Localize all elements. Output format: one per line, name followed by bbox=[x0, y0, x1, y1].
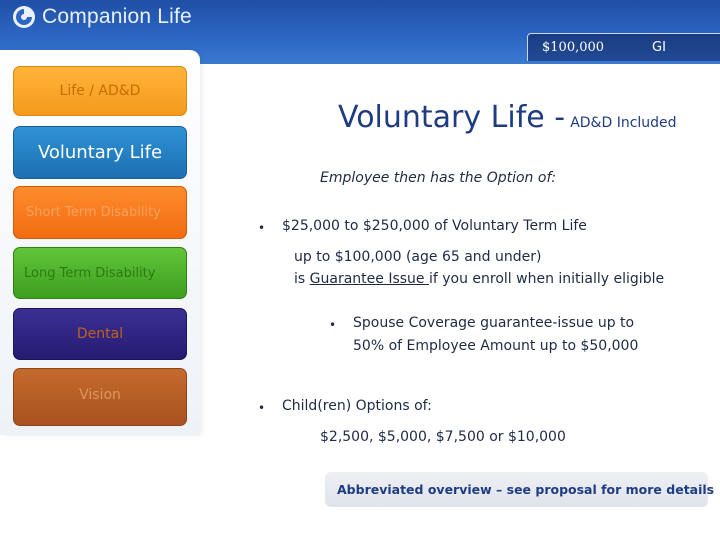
page-title-main: Voluntary Life - bbox=[338, 100, 566, 135]
nav-long-term-disability[interactable]: Long Term Disability bbox=[13, 247, 187, 299]
footer-note: Abbreviated overview – see proposal for more details bbox=[337, 482, 715, 497]
nav-vision[interactable]: Vision bbox=[13, 368, 187, 426]
bullet-marker: • bbox=[258, 401, 266, 415]
guarantee-issue-limit: up to $100,000 (age 65 and under) bbox=[294, 249, 542, 265]
bullet-marker: • bbox=[258, 221, 266, 235]
page-title-sub: AD&D Included bbox=[570, 115, 677, 131]
voluntary-term-life-range: $25,000 to $250,000 of Voluntary Term Life bbox=[282, 218, 587, 234]
page-subtitle: Employee then has the Option of: bbox=[320, 170, 557, 186]
logo bbox=[12, 5, 192, 29]
nav-voluntary-life[interactable]: Voluntary Life bbox=[13, 126, 187, 179]
companion-life-swirl-icon bbox=[12, 5, 36, 29]
nav-short-term-disability[interactable]: Short Term Disability bbox=[13, 186, 187, 239]
child-options-heading: Child(ren) Options of: bbox=[282, 398, 432, 414]
tab-gi[interactable]: GI bbox=[652, 40, 666, 55]
guarantee-issue-suffix: if you enroll when initially eligible bbox=[428, 271, 665, 287]
benefit-tabstrip bbox=[527, 33, 720, 61]
nav-life-add[interactable]: Life / AD&D bbox=[13, 66, 187, 116]
logo-text: Companion Life bbox=[42, 5, 192, 28]
child-option-amounts: $2,500, $5,000, $7,500 or $10,000 bbox=[320, 429, 566, 445]
spouse-coverage-line1: Spouse Coverage guarantee-issue up to bbox=[353, 315, 635, 331]
guarantee-issue-note bbox=[294, 271, 664, 287]
spouse-coverage-line2: 50% of Employee Amount up to $50,000 bbox=[353, 338, 639, 354]
page-title bbox=[338, 100, 677, 135]
guarantee-issue-term: Guarantee Issue bbox=[309, 271, 429, 287]
bullet-marker: • bbox=[329, 318, 337, 332]
guarantee-issue-prefix: is bbox=[294, 271, 310, 287]
tab-amount[interactable]: $100,000 bbox=[542, 40, 605, 55]
nav-dental[interactable]: Dental bbox=[13, 308, 187, 360]
